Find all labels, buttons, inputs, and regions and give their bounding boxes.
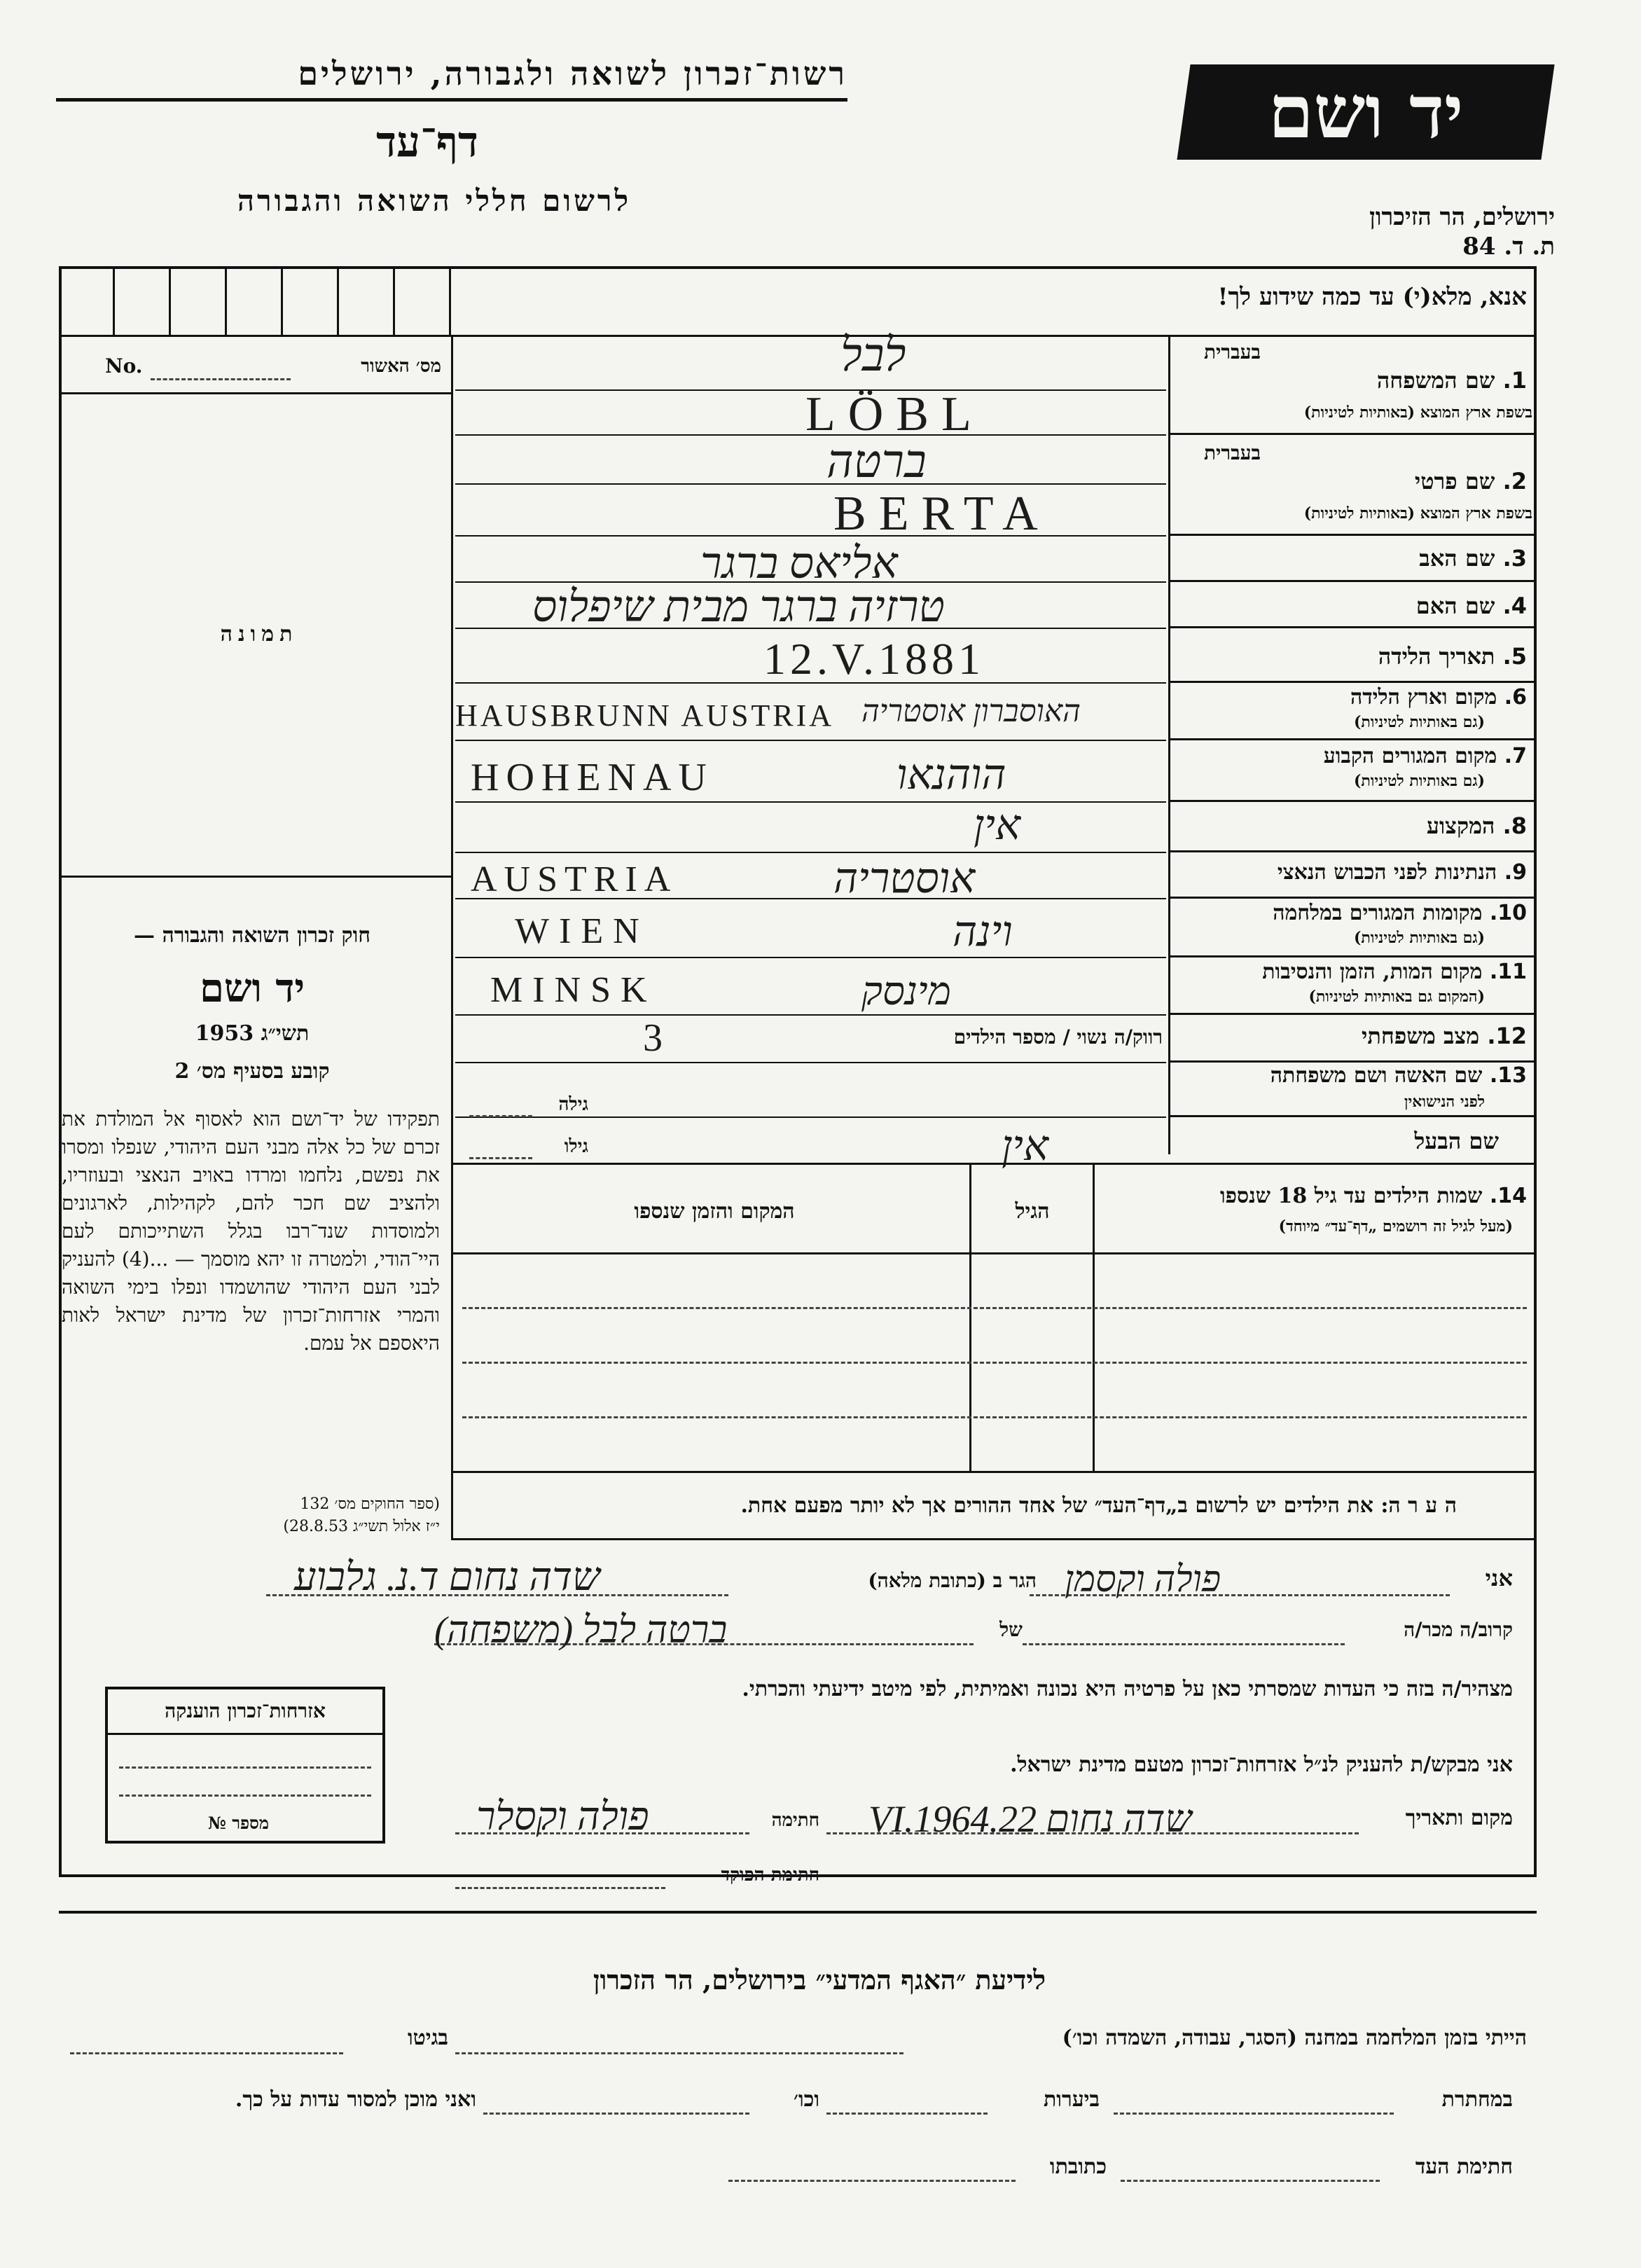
citizenship-box [105, 1687, 385, 1844]
approval-label: מס׳ האשור [361, 356, 441, 377]
field-9-label: 9. הנתינות לפני הכבוש הנאצי [1277, 860, 1527, 885]
field-7-label: 7. מקום המגורים הקבוע [1323, 744, 1527, 768]
field-3-label: 3. שם האב [1419, 545, 1527, 572]
bottom-camp-line [455, 2052, 903, 2054]
bottom-etc: וכו׳ [794, 2087, 819, 2112]
hw-children-count: 3 [643, 1016, 663, 1060]
row-sep [1168, 433, 1537, 435]
field-13-sub: לפני הנישואין [1404, 1093, 1485, 1111]
field-13-label: 13. שם האשה ושם משפחתה [1270, 1063, 1527, 1088]
hw-wartime-lat: WIEN [515, 911, 649, 951]
form-subtitle: לרשום חללי השואה והגבורה [237, 184, 632, 218]
logo-text: יד ושם [1268, 69, 1464, 155]
bottom-willing: ואני מוכן למסור עדות על כך. [235, 2087, 476, 2112]
citizenship-number: מספר № [207, 1813, 269, 1833]
hw-birthdate: 12.V.1881 [763, 634, 985, 684]
declarant-resides: הגר ב (כתובת מלאה) [868, 1569, 1037, 1592]
hw-birthplace-he: האוסברון אוסטריה [861, 694, 1081, 728]
row-sep [1168, 897, 1537, 899]
row-sep [1168, 850, 1537, 852]
husband-label: שם הבעל [1414, 1128, 1499, 1154]
hw-surname-he: לבל [840, 330, 906, 381]
law-ref2: י״ז אלול תשי״ג 28.8.53) [283, 1518, 440, 1535]
bottom-forests: ביערות [1043, 2087, 1100, 2112]
hw-declarant-name: פולה וקסמן [1065, 1560, 1221, 1600]
law-text: תפקידו של יד־ושם הוא לאסוף אל המולדת את זכרם של כל אלה מבני העם היהודי, שנפלו ומסרו את נפשם, נלחמו ומרדו באויב הנאצי ובעוזריו, ולהציב שם חכר להם, לקהילות, לארגונים ולמוסדות שנד־רבו בגלל השתייכותם לעם היי־הודי, ולמטרה זו יהא מוסמך — ...(4) להעניק לבני העם היהודי שהושמדו ונפלו בימי השואה והמרי אזרחות־זכרון של מדינת ישראל לאות היאספם אל עמם. [62, 1107, 441, 1355]
citizenship-title: אזרחות־זכרון הוענקה [165, 1699, 326, 1722]
bottom-witness-sig: חתימת העד [1415, 2155, 1513, 2179]
law-title: חוק זכרון השואה והגבורה — [134, 923, 371, 948]
hw-firstname-lat: BERTA [833, 487, 1051, 541]
field-5-label: 5. תאריך הלידה [1378, 643, 1527, 670]
request-text: אני מבקש/ת להעניק לנ״ל אזרחות־זכרון מטעם מדינת ישראל. [1010, 1752, 1513, 1777]
wife-age-label: גילה [558, 1094, 588, 1115]
field-10-label: 10. מקומות המגורים במלחמה [1273, 901, 1527, 925]
bottom-ghetto: בגיטו [407, 2026, 448, 2050]
declarant-i: אני [1485, 1565, 1513, 1591]
note-bottom-line [451, 1538, 1537, 1540]
row-sep [1168, 1060, 1537, 1063]
hw-firstname-he: ברטה [826, 436, 927, 488]
hw-profession: אין [974, 802, 1021, 848]
bottom-line1: הייתי בזמן המלחמה במחנה (הסגר, עבודה, השמדה וכו׳) [1062, 2026, 1527, 2050]
hw-signature: פולה וקסלר [476, 1795, 649, 1839]
field-11-label: 11. מקום המות, הזמן והנסיבות [1262, 960, 1527, 984]
address: ירושלים, הר הזיכרון [1369, 203, 1555, 231]
label-column-divider [1168, 335, 1170, 1154]
row-sep [1168, 955, 1537, 957]
place-date-label: מקום ותאריך [1405, 1806, 1513, 1830]
field-11-sub: (המקום גם באותיות לטיניות) [1308, 988, 1485, 1006]
authority-underline [56, 98, 847, 102]
hw-residence-lat: HOHENAU [471, 756, 714, 799]
field-12-label: 12. מצב משפחתי [1362, 1023, 1527, 1049]
field-4-label: 4. שם האם [1415, 593, 1527, 619]
hw-surname-lat: LÖBL [805, 387, 984, 441]
field-1-sub2: בשפת ארץ המוצא (באותיות לטיניות) [1303, 403, 1532, 422]
officer-line [455, 1887, 665, 1889]
hw-declarant-address: שדה נחום ד.נ. גלבוע [294, 1556, 600, 1599]
row-sep [1168, 626, 1537, 628]
photo-label: תמונה [220, 622, 298, 646]
children-row-line [462, 1362, 1527, 1364]
hw-citizenship-lat: AUSTRIA [471, 859, 678, 899]
field-2-sub1: בעברית [1203, 441, 1261, 464]
hw-death-lat: MINSK [490, 970, 657, 1010]
hw-wartime-he: וינה [953, 908, 1013, 955]
field-6-sub: (גם באותיות לטיניות) [1353, 713, 1485, 731]
bottom-ghetto-line [70, 2052, 343, 2054]
law-name: יד ושם [199, 965, 305, 1011]
declarant-relation-line [1023, 1643, 1345, 1645]
hw-husband: אין [1002, 1123, 1049, 1169]
row-sep [1168, 1115, 1537, 1117]
field-14-sub: (מעל לגיל זה רושמים „דף־עד״ מיוחד) [1278, 1217, 1513, 1236]
row-sep [1168, 681, 1537, 683]
value-line [455, 1062, 1166, 1063]
hw-birthplace-lat: HAUSBRUNN AUSTRIA [455, 698, 835, 733]
hw-relation: ברטה לבל (משפחה) [434, 1609, 728, 1651]
form-title: דף־עד [376, 118, 478, 167]
field-2-sub2: בשפת ארץ המוצא (באותיות לטיניות) [1303, 504, 1532, 523]
photo-box-bottom [59, 876, 451, 878]
declarant-of: של [999, 1618, 1023, 1641]
wife-age-line [469, 1115, 532, 1117]
value-line [455, 957, 1166, 958]
husband-age-line [469, 1157, 532, 1159]
children-col-divider [969, 1164, 971, 1472]
children-row-line [462, 1416, 1527, 1418]
row-sep [1168, 534, 1537, 536]
value-line [455, 740, 1166, 741]
value-line [455, 1014, 1166, 1016]
children-table-bottom [451, 1471, 1537, 1473]
law-year: תשי״ג 1953 [195, 1021, 310, 1046]
law-clause: קובע בסעיף מס׳ 2 [174, 1059, 330, 1084]
field-8-label: 8. המקצוע [1426, 813, 1527, 839]
value-line [455, 801, 1166, 803]
children-note: ה ע ר ה: את הילדים יש לרשום ב„דף־העד״ של אחד ההורים אך לא יותר מפעם אחת. [740, 1493, 1457, 1518]
field-10-sub: (גם באותיות לטיניות) [1353, 929, 1485, 947]
authority-title: רשות־זכרון לשואה ולגבורה, ירושלים [298, 55, 847, 92]
yad-vashem-logo [1177, 64, 1554, 160]
bottom-heading: לידיעת ״האגף המדעי״ בירושלים, הר הזכרון [593, 1964, 1046, 1996]
citizenship-title-line [108, 1733, 382, 1735]
children-col-age: הגיל [1015, 1199, 1050, 1224]
husband-age-label: גילו [564, 1136, 588, 1157]
citizenship-line [119, 1795, 371, 1797]
bottom-etc-line [483, 2113, 749, 2115]
hw-place-date: שדה נחום 22.VI.1964 [868, 1798, 1192, 1840]
hw-residence-he: הוהנאו [896, 752, 1006, 798]
bottom-forests-line [826, 2113, 988, 2115]
declarant-relative: קרוב/ה מכר/ה [1404, 1618, 1513, 1641]
children-row-line [462, 1307, 1527, 1309]
declaration-text: מצהיר/ה בזה כי העדות שמסרתי כאן על פרטיה היא נכונה ואמיתית, לפי מיטב ידיעתי והכרתי. [742, 1677, 1513, 1701]
bottom-address-line [728, 2180, 1016, 2182]
citizenship-line [119, 1766, 371, 1769]
row-sep [1168, 738, 1537, 740]
children-header-line [451, 1252, 1537, 1254]
approval-no-line [151, 378, 291, 380]
law-ref1: (ספר החוקים מס׳ 132 [300, 1495, 440, 1513]
hw-father: אליאס ברגר [700, 540, 898, 588]
approval-no-label: No. [105, 354, 143, 378]
row-sep [1168, 1013, 1537, 1015]
bottom-underground: במחתרת [1441, 2087, 1513, 2112]
instruction: אנא, מלא(י) עד כמה שידוע לך! [1217, 283, 1527, 311]
row-sep [1168, 580, 1537, 582]
value-line [455, 852, 1166, 853]
field-7-sub: (גם באותיות לטיניות) [1353, 772, 1485, 790]
po-box: ת. ד. 84 [1462, 233, 1555, 261]
value-line [455, 535, 1166, 537]
bottom-underground-line [1114, 2113, 1394, 2115]
hw-citizenship-he: אוסטריה [833, 855, 976, 901]
field-12-options: רווק/ה נשוי / מספר הילדים [953, 1025, 1163, 1049]
hw-death-he: מינסק [861, 970, 951, 1014]
bottom-witness-line [1121, 2180, 1380, 2182]
children-col-divider [1093, 1164, 1095, 1472]
field-2-label: 2. שם פרטי [1414, 468, 1527, 495]
field-14-label: 14. שמות הילדים עד גיל 18 שנספו [1219, 1184, 1527, 1208]
row-sep [1168, 800, 1537, 802]
id-cells [59, 266, 451, 336]
field-1-sub1: בעברית [1203, 340, 1261, 364]
field-1-label: 1. שם המשפחה [1376, 367, 1527, 394]
value-line [455, 483, 1166, 485]
bottom-address: כתובתו [1049, 2155, 1107, 2179]
left-panel-divider [451, 335, 453, 1540]
signature-label: חתימה [771, 1810, 819, 1831]
photo-box-top [59, 392, 451, 394]
children-col-place: המקום והזמן שנספו [634, 1199, 795, 1224]
officer-label: חתימת הפוקד [721, 1865, 819, 1886]
bottom-rule [59, 1911, 1537, 1914]
row-sep [451, 1163, 1537, 1165]
value-line [455, 1116, 1166, 1118]
hw-mother: טרזיה ברגר מבית שיפלוס [532, 583, 945, 631]
field-6-label: 6. מקום וארץ הלידה [1350, 685, 1527, 710]
